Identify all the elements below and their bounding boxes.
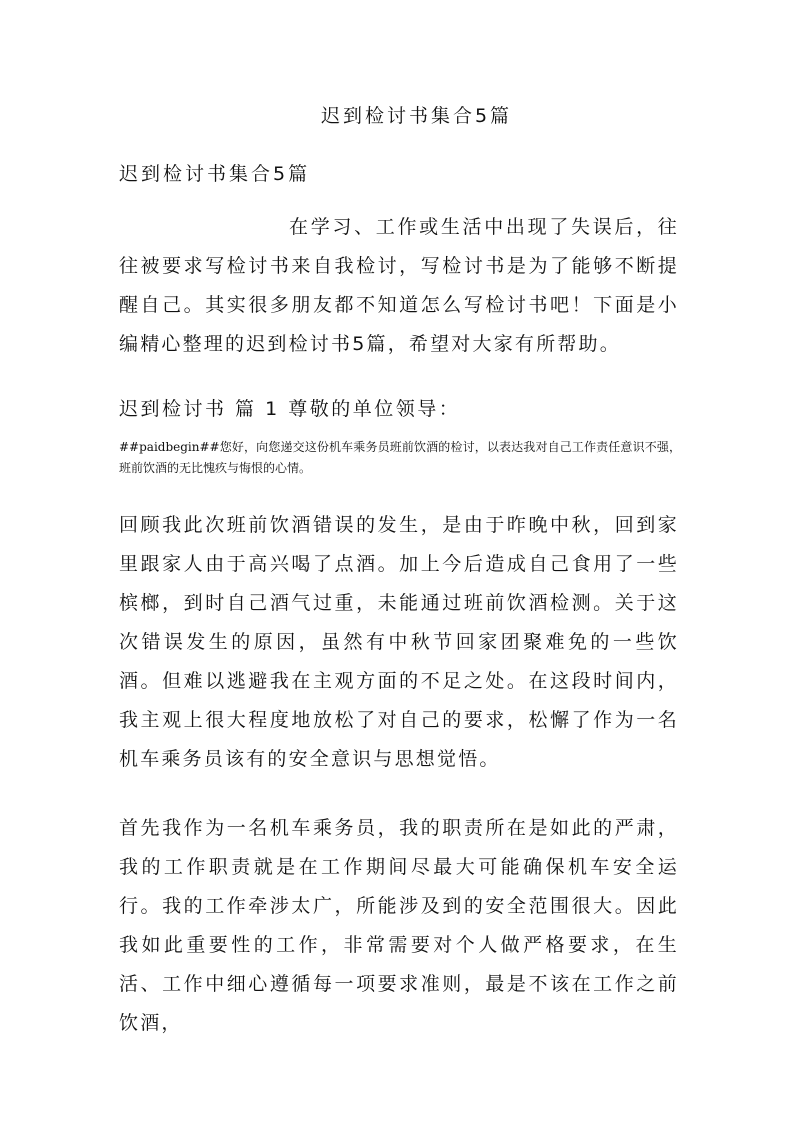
document-subtitle: 迟到检讨书集合5篇 (119, 163, 311, 185)
section-1-heading: 迟到检讨书 篇 1 尊敬的单位领导： (119, 398, 461, 420)
intro-paragraph: 在学习、工作或生活中出现了失误后，往往被要求写检讨书来自我检讨，写检讨书是为了能够不断提醒自己。其实很多朋友都不知道怎么写检讨书吧！下面是小编精心整理的迟到检讨书5篇，希望对大家有所帮助。 (119, 216, 679, 355)
section-1-small-paragraph: ##paidbegin##您好，向您递交这份机车乘务员班前饮酒的检讨，以表达我对自己工作责任意识不强，班前饮酒的无比愧疚与悔恨的心情。 (119, 440, 681, 475)
section-1-paragraph-2: 首先我作为一名机车乘务员，我的职责所在是如此的严肃，我的工作职责就是在工作期间尽最大可能确保机车安全运行。我的工作牵涉太广，所能涉及到的安全范围很大。因此我如此重要性的工作，非常需要对个人做严格要求，在生活、工作中细心遵循每一项要求准则，最是不该在工作之前饮酒， (119, 817, 679, 1034)
document-title: 迟到检讨书集合5篇 (320, 105, 513, 127)
section-1-paragraph-1: 回顾我此次班前饮酒错误的发生，是由于昨晚中秋，回到家里跟家人由于高兴喝了点酒。加上今后造成自己食用了一些槟榔，到时自己酒气过重，未能通过班前饮酒检测。关于这次错误发生的原因，虽然有中秋节回家团聚难免的一些饮酒。但难以逃避我在主观方面的不足之处。在这段时间内，我主观上很大程度地放松了对自己的要求，松懈了作为一名机车乘务员该有的安全意识与思想觉悟。 (119, 514, 679, 770)
